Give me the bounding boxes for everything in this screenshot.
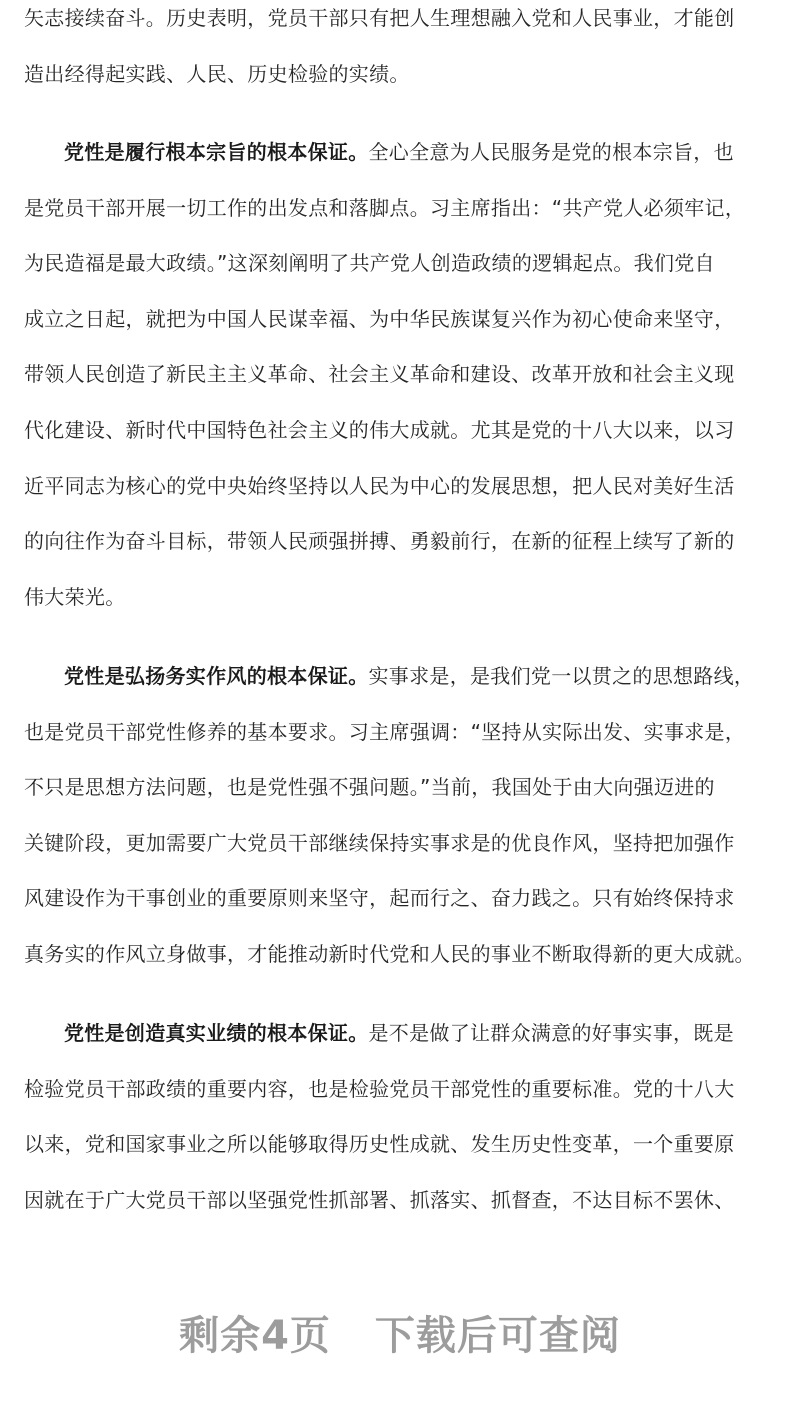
text-line: 近平同志为核心的党中央始终坚持以人民为中心的发展思想，把人民对美好生活 — [24, 474, 735, 498]
paragraph-first-line — [64, 664, 754, 688]
text-line: 矢志接续奋斗。历史表明，党员干部只有把人生理想融入党和人民事业，才能创 — [24, 6, 735, 30]
text-line: 关键阶段，更加需要广大党员干部继续保持实事求是的优良作风，坚持把加强作 — [24, 831, 735, 855]
text-line: 因就在于广大党员干部以坚强党性抓部署、抓落实、抓督查，不达目标不罢休、 — [24, 1188, 735, 1212]
paragraph-heading: 党性是创造真实业绩的根本保证。 — [64, 1021, 369, 1045]
text-run: 全心全意为人民服务是党的根本宗旨，也 — [368, 140, 734, 164]
text-line: 不只是思想方法问题，也是党性强不强问题。”当前，我国处于由大向强迈进的 — [24, 775, 715, 799]
text-line: 真务实的作风立身做事，才能推动新时代党和人民的事业不断取得新的更大成就。 — [24, 942, 755, 966]
text-line: 为民造福是最大政绩。”这深刻阐明了共产党人创造政绩的逻辑起点。我们党自 — [24, 251, 715, 275]
text-line: 也是党员干部党性修养的基本要求。习主席强调：“坚持从实际出发、实事求是， — [24, 720, 746, 744]
paragraph-heading: 党性是弘扬务实作风的根本保证。 — [64, 664, 369, 688]
paragraph-heading: 党性是履行根本宗旨的根本保证。 — [64, 140, 369, 164]
text-line: 造出经得起实践、人民、历史检验的实绩。 — [24, 62, 410, 86]
download-prompt[interactable] — [0, 1312, 800, 1360]
text-line: 以来，党和国家事业之所以能够取得历史性成就、发生历史性变革，一个重要原 — [24, 1132, 735, 1156]
text-line: 风建设作为干事创业的重要原则来坚守，起而行之、奋力践之。只有始终保持求 — [24, 886, 735, 910]
text-run: 是不是做了让群众满意的好事实事，既是 — [368, 1021, 734, 1045]
remaining-pages-label: 剩余4页 — [179, 1313, 331, 1359]
text-run: 实事求是，是我们党一以贯之的思想路线， — [368, 664, 755, 688]
paragraph-first-line — [64, 140, 734, 164]
download-to-view-label: 下载后可查阅 — [374, 1313, 621, 1359]
text-line: 是党员干部开展一切工作的出发点和落脚点。习主席指出：“共产党人必须牢记， — [24, 196, 746, 220]
text-line: 检验党员干部政绩的重要内容，也是检验党员干部党性的重要标准。党的十八大 — [24, 1077, 735, 1101]
text-line: 的向往作为奋斗目标，带领人民顽强拼搏、勇毅前行，在新的征程上续写了新的 — [24, 529, 735, 553]
text-line: 带领人民创造了新民主主义革命、社会主义革命和建设、改革开放和社会主义现 — [24, 362, 735, 386]
text-line: 代化建设、新时代中国特色社会主义的伟大成就。尤其是党的十八大以来，以习 — [24, 418, 735, 442]
paragraph-first-line — [64, 1021, 734, 1045]
text-line: 成立之日起，就把为中国人民谋幸福、为中华民族谋复兴作为初心使命来坚守， — [24, 307, 735, 331]
text-line: 伟大荣光。 — [24, 585, 126, 609]
